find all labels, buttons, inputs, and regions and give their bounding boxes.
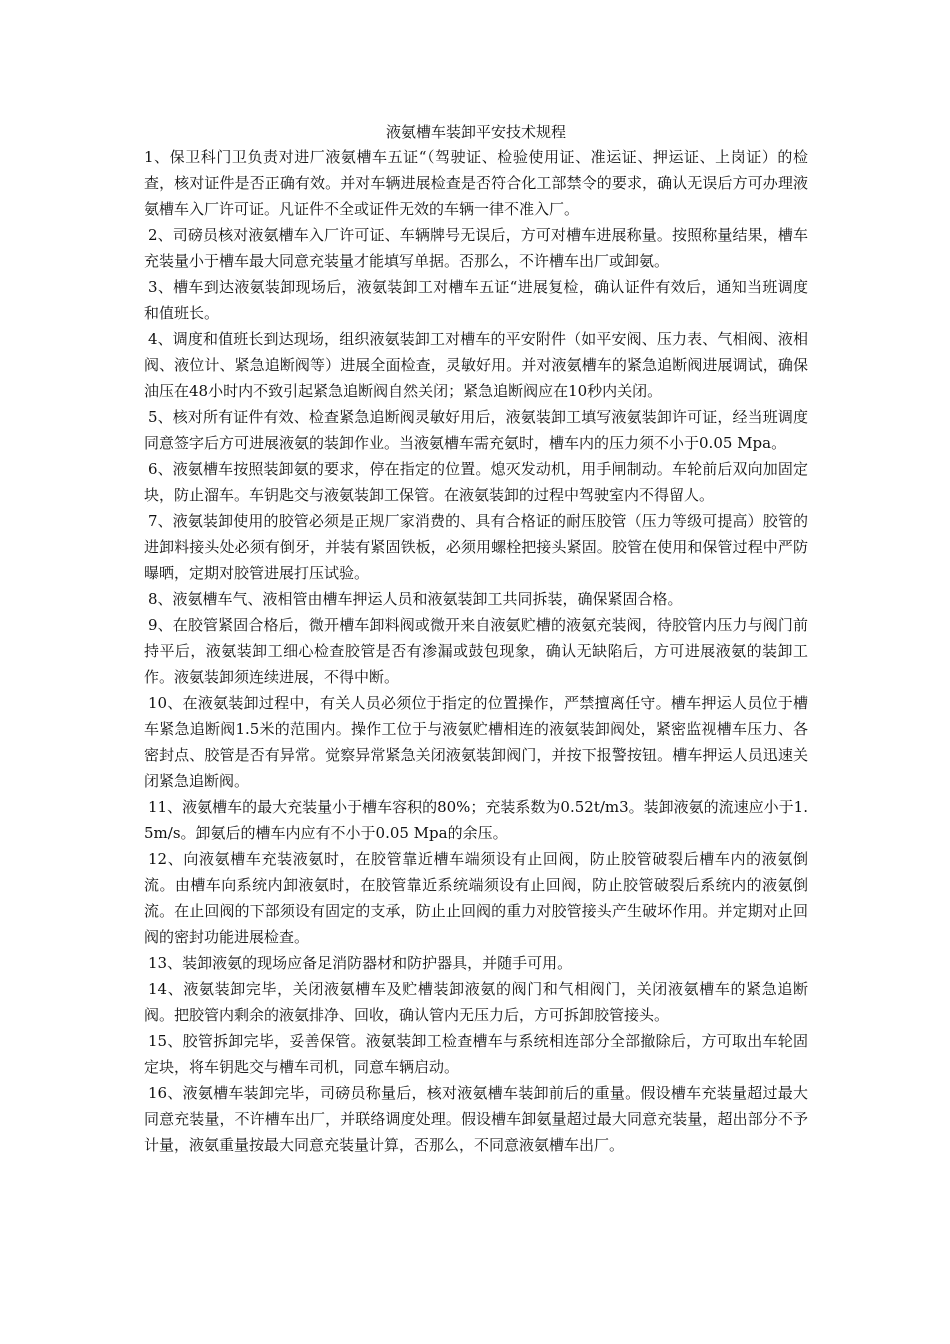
paragraph-16: 16、液氨槽车装卸完毕，司磅员称量后，核对液氨槽车装卸前后的重量。假设槽车充装量超过最大同意充装量，不许槽车出厂，并联络调度处理。假设槽车卸氨量超过最大同意充装量，超出部分不予计量，液氨重量按最大同意充装量计算，否那么，不同意液氨槽车出厂。	[144, 1084, 808, 1154]
paragraph-3: 3、槽车到达液氨装卸现场后，液氨装卸工对槽车五证“进展复检，确认证件有效后，通知当班调度和值班长。	[144, 278, 808, 322]
paragraph-6: 6、液氨槽车按照装卸氨的要求，停在指定的位置。熄灭发动机，用手闸制动。车轮前后双向加固定块，防止溜车。车钥匙交与液氨装卸工保管。在液氨装卸的过程中驾驶室内不得留人。	[144, 460, 808, 504]
paragraph-15: 15、胶管拆卸完毕，妥善保管。液氨装卸工检查槽车与系统相连部分全部撤除后，方可取出车轮固定块，将车钥匙交与槽车司机，同意车辆启动。	[144, 1032, 808, 1076]
paragraph-11: 11、液氨槽车的最大充装量小于槽车容积的80%；充装系数为0.52t/m3。装卸液氨的流速应小于1.5m/s。卸氨后的槽车内应有不小于0.05 Mpa的余压。	[144, 798, 808, 842]
document-title: 液氨槽车装卸平安技术规程	[385, 123, 566, 141]
paragraph-2: 2、司磅员核对液氨槽车入厂许可证、车辆牌号无误后，方可对槽车进展称量。按照称量结果，槽车充装量小于槽车最大同意充装量才能填写单据。否那么，不许槽车出厂或卸氨。	[144, 226, 808, 270]
paragraph-14: 14、液氨装卸完毕，关闭液氨槽车及贮槽装卸液氨的阀门和气相阀门，关闭液氨槽车的紧急追断阀。把胶管内剩余的液氨排净、回收，确认管内无压力后，方可拆卸胶管接头。	[144, 980, 808, 1024]
paragraph-7: 7、液氨装卸使用的胶管必须是正规厂家消费的、具有合格证的耐压胶管（压力等级可提高）胶管的进卸料接头处必须有倒牙，并装有紧固铁板，必须用螺栓把接头紧固。胶管在使用和保管过程中严防曝晒，定期对胶管进展打压试验。	[144, 512, 808, 582]
document-page	[144, 120, 808, 1158]
paragraph-1: 1、保卫科门卫负责对进厂液氨槽车五证“（驾驶证、检验使用证、准运证、押运证、上岗证）的检查，核对证件是否正确有效。并对车辆进展检查是否符合化工部禁令的要求，确认无误后方可办理液氨槽车入厂许可证。凡证件不全或证件无效的车辆一律不准入厂。	[144, 148, 808, 218]
paragraph-5: 5、核对所有证件有效、检查紧急追断阀灵敏好用后，液氨装卸工填写液氨装卸许可证，经当班调度同意签字后方可进展液氨的装卸作业。当液氨槽车需充氨时，槽车内的压力须不小于0.05 Mpa。	[144, 408, 808, 452]
paragraph-4: 4、调度和值班长到达现场，组织液氨装卸工对槽车的平安附件（如平安阀、压力表、气相阀、液相阀、液位计、紧急追断阀等）进展全面检查，灵敏好用。并对液氨槽车的紧急追断阀进展调试，确保油压在48小时内不致引起紧急追断阀自然关闭；紧急追断阀应在10秒内关闭。	[144, 330, 808, 400]
paragraph-10: 10、在液氨装卸过程中，有关人员必须位于指定的位置操作，严禁擅离任守。槽车押运人员位于槽车紧急追断阀1.5米的范围内。操作工位于与液氨贮槽相连的液氨装卸阀处，紧密监视槽车压力、各密封点、胶管是否有异常。觉察异常紧急关闭液氨装卸阀门，并按下报警按钮。槽车押运人员迅速关闭紧急追断阀。	[144, 694, 808, 790]
paragraph-13: 13、装卸液氨的现场应备足消防器材和防护器具，并随手可用。	[148, 954, 573, 972]
paragraph-12: 12、向液氨槽车充装液氨时，在胶管靠近槽车端须设有止回阀，防止胶管破裂后槽车内的液氨倒流。由槽车向系统内卸液氨时，在胶管靠近系统端须设有止回阀，防止胶管破裂后系统内的液氨倒流。在止回阀的下部须设有固定的支承，防止止回阀的重力对胶管接头产生破坏作用。并定期对止回阀的密封功能进展检查。	[144, 850, 808, 946]
paragraph-8: 8、液氨槽车气、液相管由槽车押运人员和液氨装卸工共同拆装，确保紧固合格。	[148, 590, 683, 608]
paragraph-9: 9、在胶管紧固合格后，微开槽车卸料阀或微开来自液氨贮槽的液氨充装阀，待胶管内压力与阀门前持平后，液氨装卸工细心检查胶管是否有渗漏或鼓包现象，确认无缺陷后，方可进展液氨的装卸工作。液氨装卸须连续进展，不得中断。	[144, 616, 808, 686]
